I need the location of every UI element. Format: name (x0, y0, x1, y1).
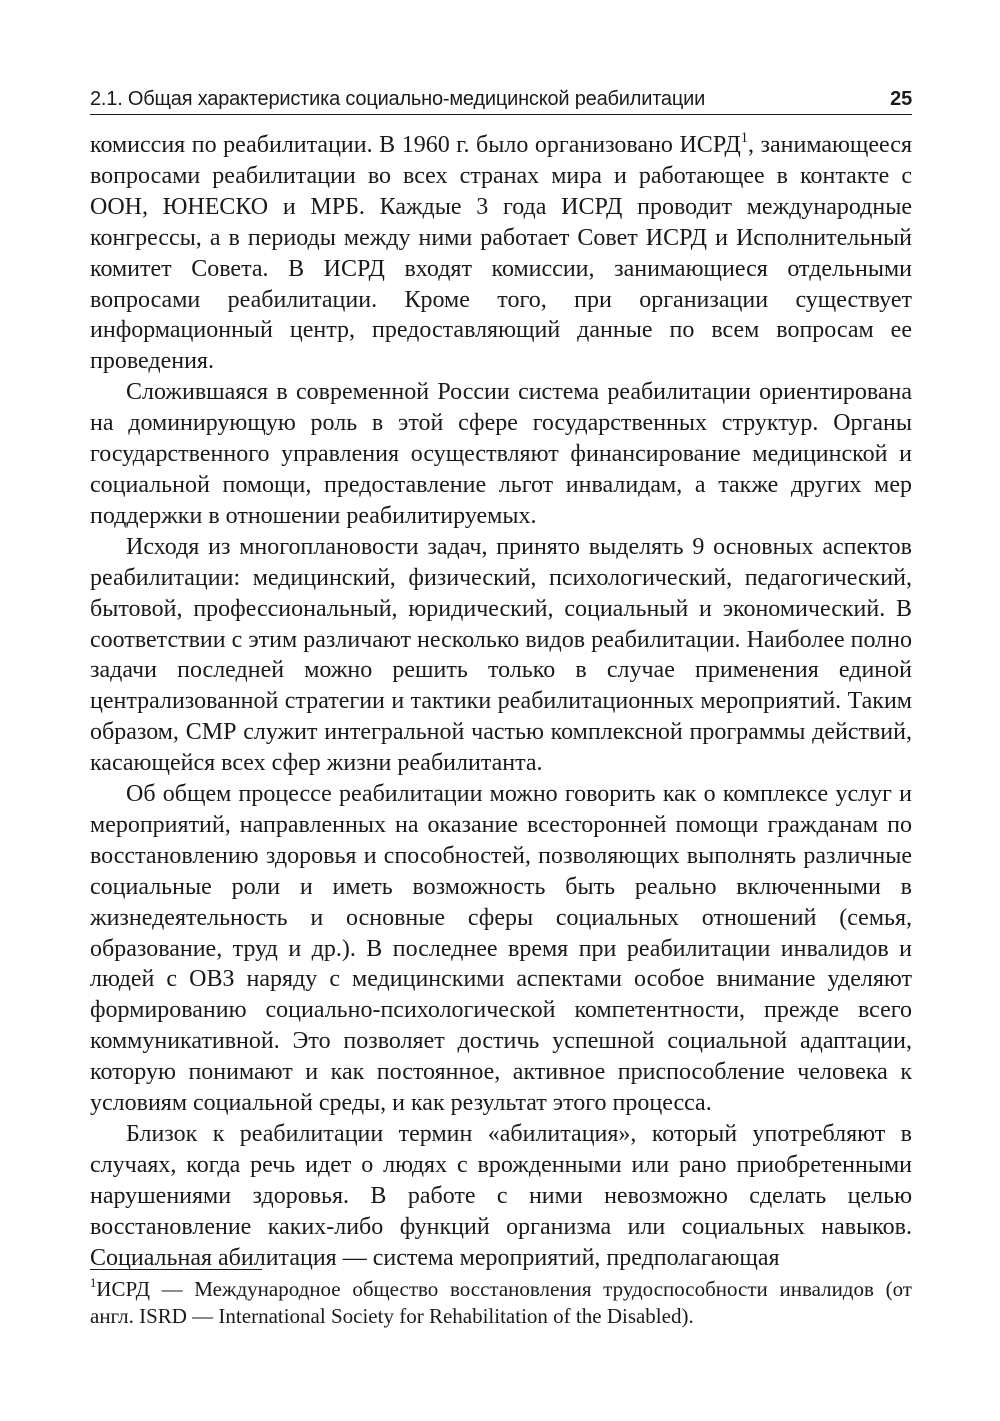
footnote (90, 1276, 912, 1330)
footnote-reference: 1 (740, 129, 748, 146)
paragraph: Сложившаяся в современной России система реабилитации ориентирована на доминирующую роль в этой сфере государственных структур. Органы государственного управления осуществляют финансирование медицинской и социальной помощи, предоставление льгот инвалидам, а также других мер поддержки в отношении реабилитируемых. (90, 379, 912, 529)
footnote-marker: 1 (90, 1276, 97, 1291)
paragraph-text: , занимающееся вопросами реабилитации во всех странах мира и работающее в контакте с ООН, ЮНЕСКО и МРБ. Каждые 3 года ИСРД проводит международные конгрессы, а в периоды между ними работает Совет ИСРД и Исполнительный комитет Совета. В ИСРД входят комиссии, занимающиеся отдельными вопросами реабилитации. Кроме того, при организации существует информационный центр, предоставляющий данные по всем вопросам ее проведения. (90, 132, 912, 375)
paragraph: Об общем процессе реабилитации можно говорить как о комплексе услуг и мероприятий, направленных на оказание всесторонней помощи гражданам по восстановлению здоровья и способностей, позволяющих выполнять различные социальные роли и иметь возможность быть реально включенными в жизнедеятельность и основные сферы социальных отношений (семья, образование, труд и др.). В последнее время при реабилитации инвалидов и людей с ОВЗ наряду с медицинскими аспектами особое внимание уделяют формированию социально-психологической компетентности, прежде всего коммуникативной. Это позволяет достичь успешной социальной адаптации, которую понимают и как постоянное, активное приспособление человека к условиям социальной среды, и как результат этого процесса. (90, 781, 912, 1117)
running-header (90, 84, 912, 114)
page-number: 25 (890, 88, 912, 110)
footnote-paragraph (90, 1276, 912, 1330)
section-title: 2.1. Общая характеристика социально-медицинской реабилитации (90, 88, 706, 110)
paragraph: Близок к реабилитации термин «абилитация», который употребляют в случаях, когда речь идет о людях с врожденными или рано приобретенными нарушениями здоровья. В работе с ними невозможно сделать целью восстановление каких-либо функций организма или социальных навыков. Социальная абилитация — система мероприятий, предполагающая (90, 1121, 912, 1271)
header-divider (90, 114, 912, 115)
main-text (90, 130, 912, 1274)
paragraph-text: комиссия по реабилитации. В 1960 г. было организовано ИСРД (90, 132, 741, 158)
footnote-text: ИСРД — Международное общество восстановления трудоспособности инвалидов (от англ. ISRD — International Society for Rehabilitation of the Disabled). (90, 1277, 912, 1328)
paragraph (90, 130, 912, 377)
footnote-divider (90, 1269, 262, 1270)
paragraph: Исходя из многоплановости задач, принято выделять 9 основных аспектов реабилитации: медицинский, физический, психологический, педагогический, бытовой, профессиональный, юридический, социальный и экономический. В соответствии с этим различают несколько видов реабилитации. Наиболее полно задачи последней можно решить только в случае применения единой централизованной стратегии и тактики реабилитационных мероприятий. Таким образом, СМР служит интегральной частью комплексной программы действий, касающейся всех сфер жизни реабилитанта. (90, 533, 912, 777)
